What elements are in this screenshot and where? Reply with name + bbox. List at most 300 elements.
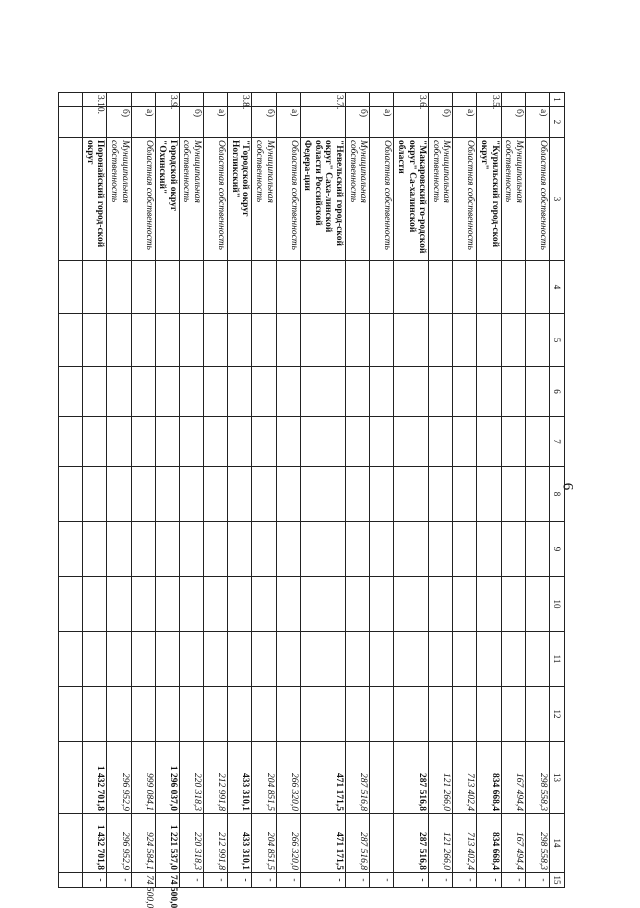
extra-value-cell: - [370,873,394,888]
empty-cell [276,261,300,314]
table-row [131,93,155,888]
value-cell: 713 402,4 [453,814,477,873]
row-number-cell: 3.9. [155,93,179,107]
empty-cell [300,577,346,632]
empty-cell [276,687,300,742]
table-row [300,93,346,888]
empty-cell [346,632,370,687]
row-number-cell [204,93,228,107]
empty-cell [179,261,203,314]
empty-cell [501,632,525,687]
row-number-cell [131,93,155,107]
row-number-cell: 3.7. [300,93,346,107]
empty-cell [107,417,131,467]
total-cell [59,742,83,814]
empty-cell [501,417,525,467]
rotated-page [84,92,565,908]
total-cell: 1 296 037,0 [155,742,179,814]
empty-cell [477,522,501,577]
total-cell: 713 402,4 [453,742,477,814]
value-cell: 296 952,9 [107,814,131,873]
empty-cell [59,632,83,687]
table-row [501,93,525,888]
empty-cell [453,417,477,467]
row-subitem-cell: а) [370,107,394,138]
row-subitem-cell [59,107,83,138]
row-name-cell: "Макаровский го-родской округ" Са-халинской области [394,138,429,261]
value-cell: 212 991,8 [204,814,228,873]
empty-cell [155,577,179,632]
empty-cell [228,467,252,522]
row-subitem-cell: б) [252,107,276,138]
extra-value-cell: - [346,873,370,888]
row-subitem-cell: б) [346,107,370,138]
value-cell: 298 558,3 [526,814,550,873]
value-cell: 1 432 701,8 [83,814,107,873]
row-name-cell: Муниципальная собственность [501,138,525,261]
table-row [453,93,477,888]
budget-table [58,92,565,908]
empty-cell [300,314,346,367]
empty-cell [179,632,203,687]
column-header: 10 [550,577,565,632]
row-subitem-cell [477,107,501,138]
table-row [394,93,429,888]
row-name-cell: Муниципальная собственность [179,138,203,261]
row-name-cell: Муниципальная собственность [346,138,370,261]
empty-cell [526,467,550,522]
row-number-cell: 3.6. [394,93,429,107]
empty-cell [83,632,107,687]
row-subitem-cell [155,107,179,138]
value-cell: 167 494,4 [501,814,525,873]
row-number-cell [59,93,83,107]
empty-cell [394,367,429,417]
value-cell: 220 318,3 [179,814,203,873]
empty-cell [453,467,477,522]
empty-cell [394,687,429,742]
empty-cell [346,367,370,417]
column-header: 13 [550,742,565,814]
empty-cell [346,522,370,577]
extra-value-cell: - [300,873,346,888]
empty-cell [204,522,228,577]
value-cell: 471 171,5 [300,814,346,873]
empty-cell [526,632,550,687]
empty-cell [83,314,107,367]
row-name-cell: Областная собственность [276,138,300,261]
empty-cell [131,367,155,417]
row-number-cell: 3.10. [83,93,107,107]
empty-cell [204,687,228,742]
total-cell: 167 494,4 [501,742,525,814]
empty-cell [131,577,155,632]
empty-cell [346,577,370,632]
empty-cell [526,417,550,467]
empty-cell [252,522,276,577]
empty-cell [370,417,394,467]
row-name-cell: Городской округ "Охинский" [155,138,179,261]
column-header: 7 [550,417,565,467]
row-name-cell: Областная собственность [204,138,228,261]
value-cell: 121 266,0 [429,814,453,873]
value-cell: 266 320,0 [276,814,300,873]
empty-cell [131,261,155,314]
empty-cell [501,522,525,577]
value-cell: 433 310,1 [228,814,252,873]
empty-cell [59,687,83,742]
value-cell: 834 668,4 [477,814,501,873]
empty-cell [179,687,203,742]
empty-cell [300,417,346,467]
empty-cell [276,367,300,417]
column-header: 3 [550,138,565,261]
empty-cell [252,367,276,417]
empty-cell [501,687,525,742]
total-cell: 471 171,5 [300,742,346,814]
empty-cell [346,467,370,522]
row-subitem-cell: а) [526,107,550,138]
row-number-cell [346,93,370,107]
empty-cell [179,314,203,367]
total-cell: 834 668,4 [477,742,501,814]
empty-cell [83,261,107,314]
empty-cell [107,467,131,522]
empty-cell [477,577,501,632]
empty-cell [228,522,252,577]
empty-cell [477,687,501,742]
empty-cell [477,314,501,367]
value-cell: 924 584,1 [131,814,155,873]
empty-cell [155,261,179,314]
empty-cell [131,417,155,467]
empty-cell [83,577,107,632]
empty-cell [453,577,477,632]
extra-value-cell: - [179,873,203,888]
table-row [204,93,228,888]
empty-cell [59,417,83,467]
empty-cell [370,522,394,577]
total-cell: 121 266,0 [429,742,453,814]
empty-cell [346,261,370,314]
empty-cell [370,577,394,632]
row-name-cell: Муниципальная собственность [429,138,453,261]
empty-cell [59,261,83,314]
value-cell: 287 516,8 [394,814,429,873]
table-body [59,93,565,908]
empty-cell [155,467,179,522]
empty-cell [252,417,276,467]
extra-value-cell [59,873,83,888]
empty-cell [370,314,394,367]
total-cell: 298 558,3 [526,742,550,814]
extra-value-cell: - [228,873,252,888]
empty-cell [228,577,252,632]
value-cell: 1 221 537,0 [155,814,179,873]
empty-cell [155,367,179,417]
total-cell: 1 432 701,8 [83,742,107,814]
empty-cell [429,522,453,577]
empty-cell [394,577,429,632]
empty-cell [179,417,203,467]
empty-cell [370,367,394,417]
empty-cell [204,314,228,367]
empty-cell [276,314,300,367]
row-name-cell: Областная собственность [526,138,550,261]
empty-cell [453,522,477,577]
empty-cell [83,367,107,417]
empty-cell [155,417,179,467]
extra-value-cell: - [429,873,453,888]
empty-cell [252,687,276,742]
empty-cell [346,417,370,467]
table-row [276,93,300,888]
empty-cell [394,522,429,577]
empty-cell [477,367,501,417]
empty-cell [477,467,501,522]
empty-cell [179,367,203,417]
empty-cell [526,261,550,314]
table-row [83,93,107,888]
row-subitem-cell: а) [453,107,477,138]
extra-value-cell: 74 500,0 [131,873,155,888]
extra-value-cell: - [252,873,276,888]
empty-cell [370,632,394,687]
empty-cell [429,261,453,314]
empty-cell [276,577,300,632]
empty-cell [252,314,276,367]
total-cell: 266 320,0 [276,742,300,814]
row-subitem-cell: б) [429,107,453,138]
empty-cell [204,632,228,687]
empty-cell [453,261,477,314]
row-subitem-cell [228,107,252,138]
empty-cell [228,687,252,742]
empty-cell [429,367,453,417]
extra-value-cell: - [453,873,477,888]
empty-cell [429,467,453,522]
empty-cell [59,522,83,577]
empty-cell [300,687,346,742]
column-header: 6 [550,367,565,417]
empty-cell [453,687,477,742]
empty-cell [59,367,83,417]
row-number-cell [179,93,203,107]
empty-cell [394,632,429,687]
empty-cell [346,314,370,367]
empty-cell [131,632,155,687]
column-header: 5 [550,314,565,367]
empty-cell [394,417,429,467]
empty-cell [394,467,429,522]
empty-cell [394,261,429,314]
empty-cell [179,522,203,577]
total-cell: 212 991,8 [204,742,228,814]
empty-cell [429,314,453,367]
empty-cell [501,367,525,417]
column-header: 4 [550,261,565,314]
total-cell: 287 516,8 [394,742,429,814]
empty-cell [83,522,107,577]
empty-cell [453,367,477,417]
row-number-cell [429,93,453,107]
empty-cell [526,687,550,742]
empty-cell [107,367,131,417]
total-cell: 220 318,3 [179,742,203,814]
row-number-cell [252,93,276,107]
empty-cell [477,632,501,687]
table-row [107,93,131,888]
empty-cell [300,522,346,577]
empty-cell [228,314,252,367]
row-subitem-cell [300,107,346,138]
empty-cell [107,522,131,577]
table-row [346,93,370,888]
row-number-cell [453,93,477,107]
empty-cell [228,417,252,467]
total-cell: 433 310,1 [228,742,252,814]
empty-cell [83,467,107,522]
empty-cell [252,261,276,314]
empty-cell [526,577,550,632]
column-header: 9 [550,522,565,577]
extra-value-cell: - [204,873,228,888]
empty-cell [107,687,131,742]
empty-cell [83,417,107,467]
table-row [252,93,276,888]
empty-cell [252,577,276,632]
column-header: 8 [550,467,565,522]
row-name-cell: Областная собственность [453,138,477,261]
empty-cell [59,577,83,632]
column-header: 14 [550,814,565,873]
table-row [179,93,203,888]
empty-cell [107,261,131,314]
empty-cell [429,577,453,632]
row-name-cell: Муниципальная собственность [107,138,131,261]
empty-cell [204,417,228,467]
empty-cell [59,467,83,522]
empty-cell [501,261,525,314]
row-number-cell [370,93,394,107]
empty-cell [204,467,228,522]
value-cell [59,814,83,873]
empty-cell [453,632,477,687]
row-subitem-cell: а) [204,107,228,138]
table-row [370,93,394,888]
empty-cell [155,632,179,687]
empty-cell [370,467,394,522]
empty-cell [179,467,203,522]
empty-cell [204,577,228,632]
row-name-cell: Муниципальная собственность [252,138,276,261]
empty-cell [83,687,107,742]
extra-value-cell: - [276,873,300,888]
empty-cell [370,261,394,314]
column-header: 2 [550,107,565,138]
empty-cell [155,522,179,577]
empty-cell [477,261,501,314]
empty-cell [429,687,453,742]
row-name-cell: "Городской округ Ногликский" [228,138,252,261]
empty-cell [228,261,252,314]
value-cell: 204 851,5 [252,814,276,873]
row-number-cell [276,93,300,107]
total-cell: 204 851,5 [252,742,276,814]
empty-cell [276,522,300,577]
table-row [155,93,179,888]
column-header: 15 [550,873,565,888]
empty-cell [501,577,525,632]
row-number-cell [107,93,131,107]
empty-cell [477,417,501,467]
column-header: 12 [550,687,565,742]
table-row [429,93,453,888]
empty-cell [429,632,453,687]
empty-cell [526,522,550,577]
value-cell: 287 516,8 [346,814,370,873]
empty-cell [501,467,525,522]
empty-cell [300,367,346,417]
empty-cell [131,314,155,367]
row-name-cell: "Курильский город-ской округ" [477,138,501,261]
row-subitem-cell: б) [501,107,525,138]
column-header: 11 [550,632,565,687]
row-subitem-cell: б) [107,107,131,138]
empty-cell [276,417,300,467]
empty-cell [252,467,276,522]
empty-cell [300,632,346,687]
empty-cell [228,367,252,417]
empty-cell [394,314,429,367]
empty-cell [453,314,477,367]
row-name-cell: Областная собственность [131,138,155,261]
row-number-cell [501,93,525,107]
row-subitem-cell: а) [131,107,155,138]
row-subitem-cell: а) [276,107,300,138]
empty-cell [300,261,346,314]
empty-cell [131,467,155,522]
empty-cell [228,632,252,687]
row-subitem-cell: б) [179,107,203,138]
extra-value-cell: - [477,873,501,888]
total-cell: 287 516,8 [346,742,370,814]
empty-cell [501,314,525,367]
row-number-cell [526,93,550,107]
row-subitem-cell [394,107,429,138]
empty-cell [526,314,550,367]
empty-cell [252,632,276,687]
empty-cell [131,687,155,742]
extra-value-cell: - [526,873,550,888]
row-name-cell: Поронайский город-ской округ [83,138,107,261]
row-number-cell: 3.8. [228,93,252,107]
empty-cell [526,367,550,417]
empty-cell [59,314,83,367]
extra-value-cell: - [501,873,525,888]
empty-cell [179,577,203,632]
table-row [59,93,83,888]
total-cell [370,742,394,814]
table-header-row [550,93,565,888]
extra-value-cell: 74 500,0 [155,873,179,888]
empty-cell [429,417,453,467]
empty-cell [155,687,179,742]
row-name-cell: Областная собственность [370,138,394,261]
total-cell: 296 952,9 [107,742,131,814]
row-number-cell: 3.5. [477,93,501,107]
empty-cell [276,632,300,687]
